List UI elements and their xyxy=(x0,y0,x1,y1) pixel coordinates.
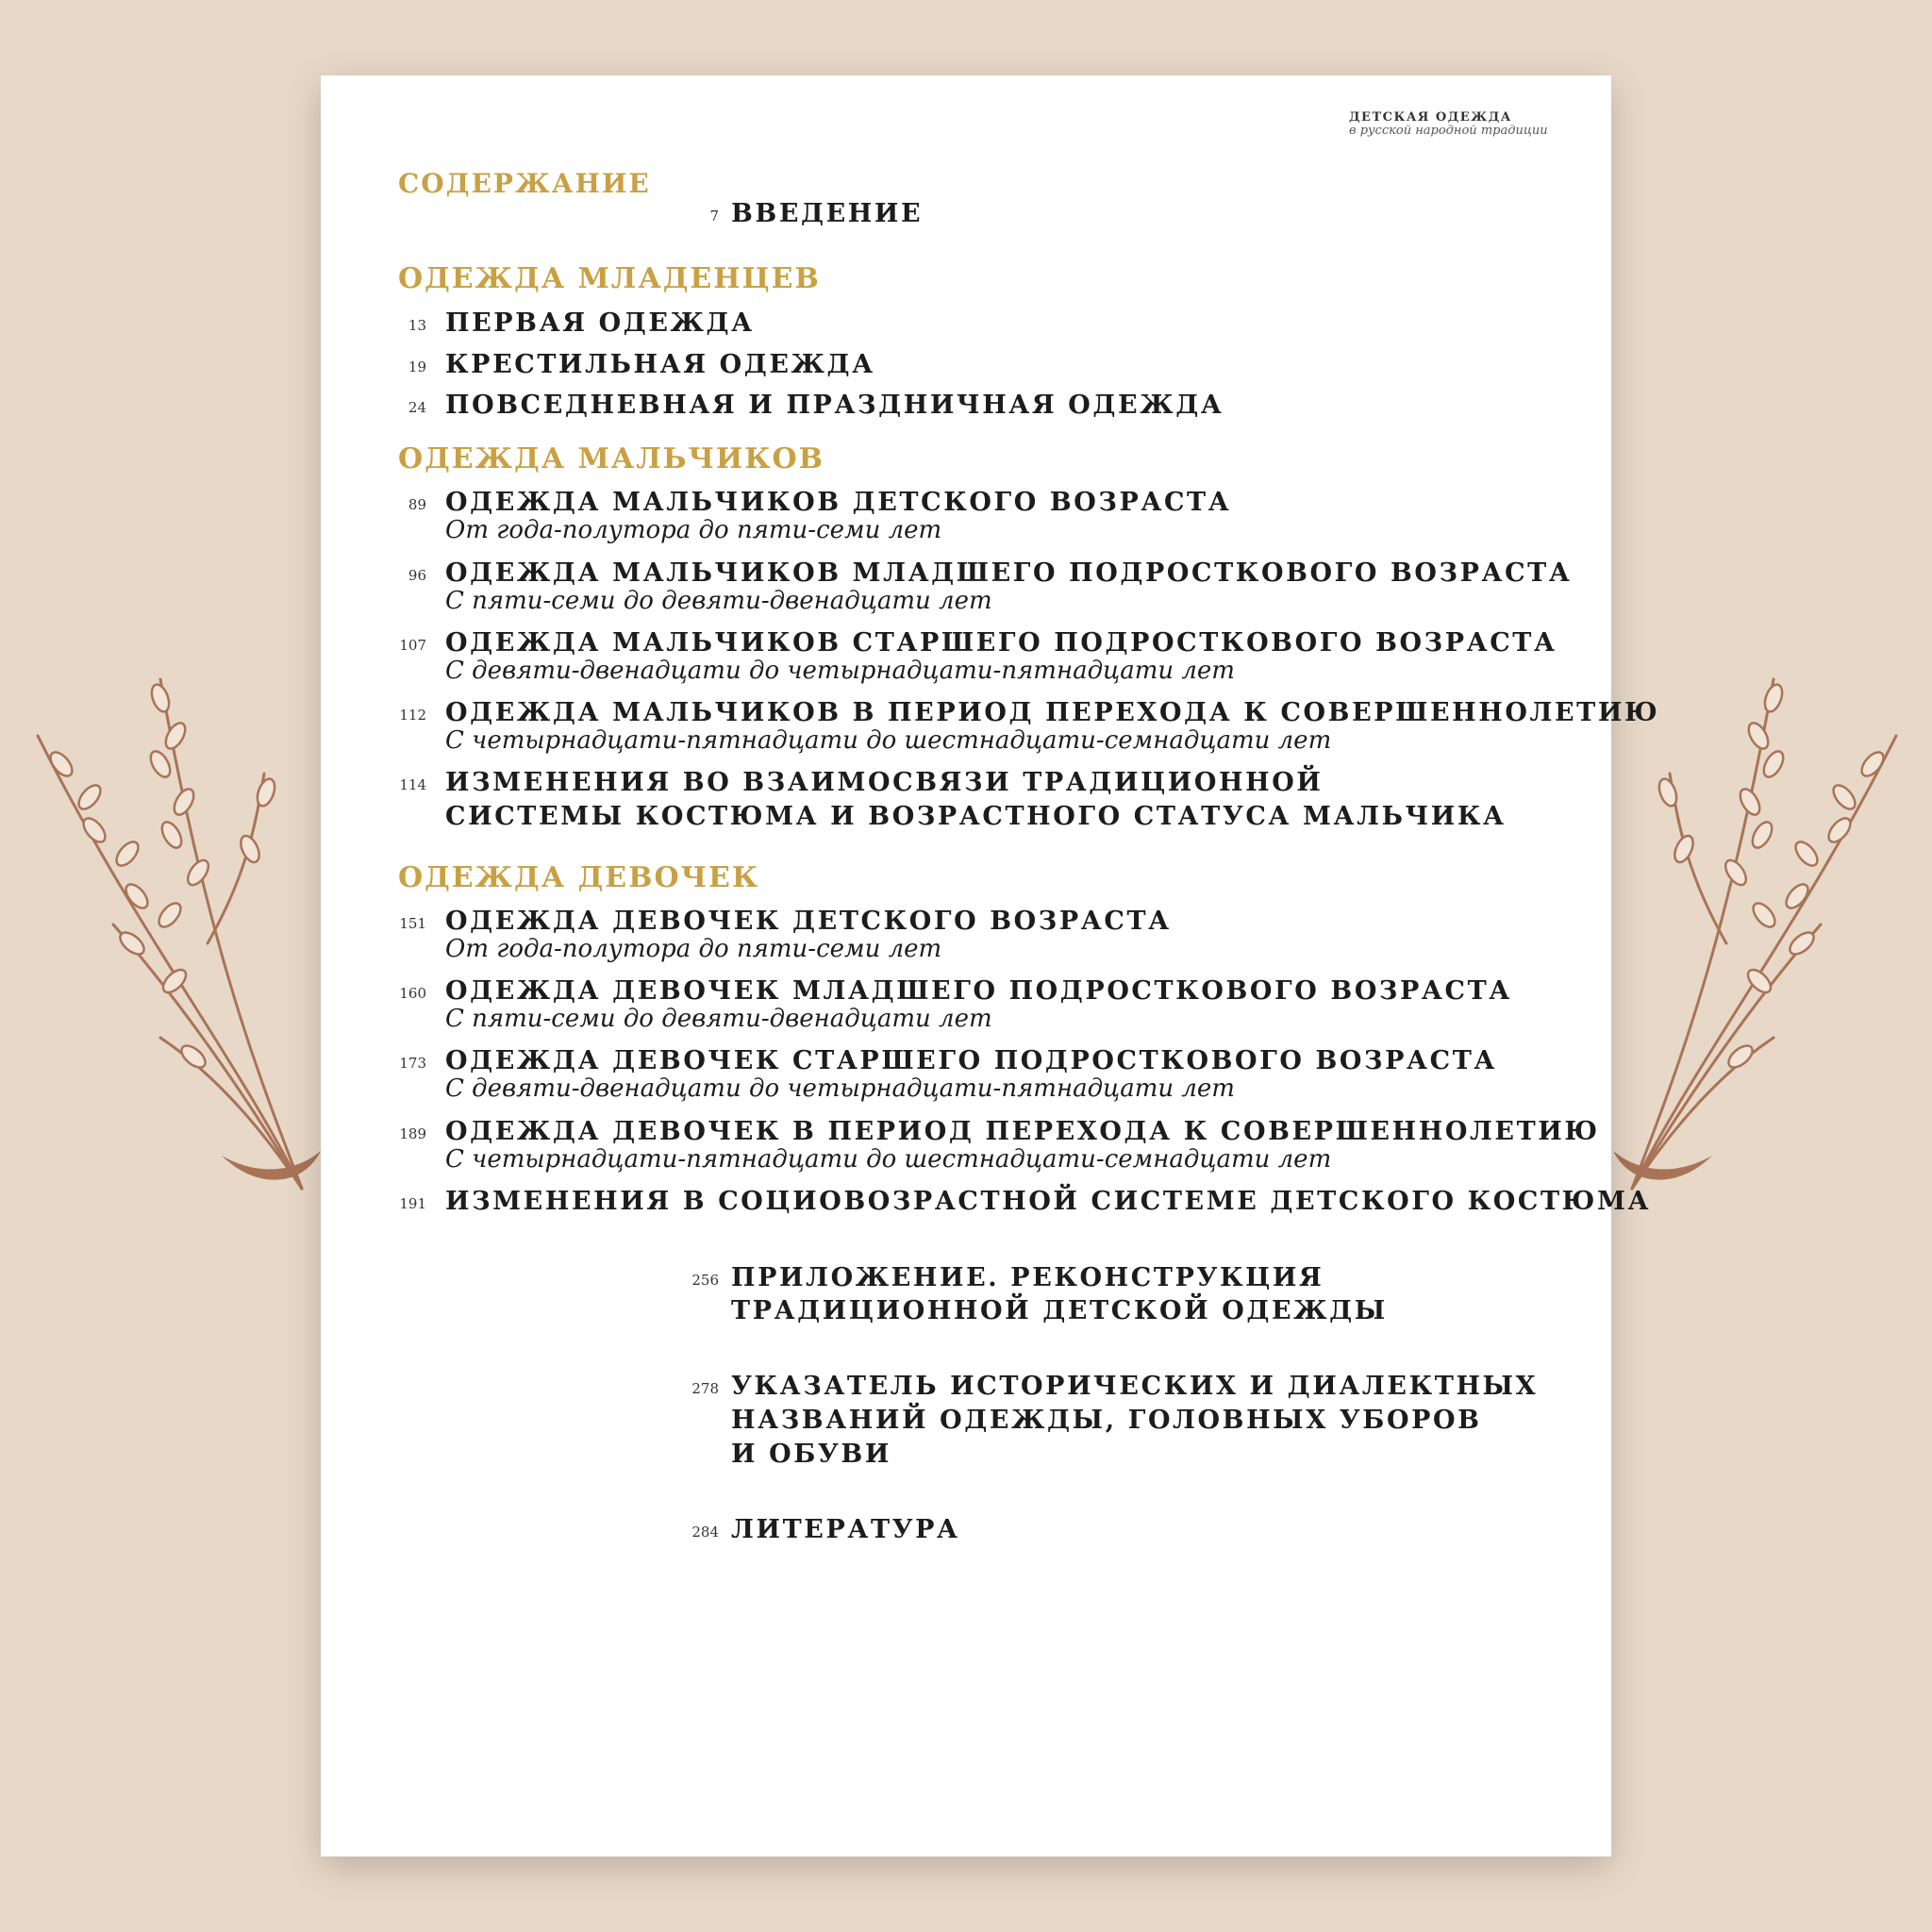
page-number: 89 xyxy=(408,496,426,513)
toc-entry-subtitle: С пяти-семи до девяти-двенадцати лет xyxy=(445,1005,992,1033)
page-number: 151 xyxy=(399,915,426,932)
section-heading-girls: ОДЕЖДА ДЕВОЧЕК xyxy=(398,861,760,894)
toc-entry-title[interactable]: ИЗМЕНЕНИЯ ВО ВЗАИМОСВЯЗИ ТРАДИЦИОННОЙ xyxy=(445,768,1324,797)
toc-entry-title[interactable]: ВВЕДЕНИЕ xyxy=(731,199,924,228)
page-number: 19 xyxy=(408,358,426,375)
toc-entry-title[interactable]: ПЕРВАЯ ОДЕЖДА xyxy=(445,308,755,338)
page-number: 173 xyxy=(399,1055,426,1072)
contents-heading: СОДЕРЖАНИЕ xyxy=(398,168,651,199)
toc-entry-title[interactable]: ТРАДИЦИОННОЙ ДЕТСКОЙ ОДЕЖДЫ xyxy=(731,1296,1388,1325)
page-number: 189 xyxy=(399,1125,426,1142)
toc-page xyxy=(321,75,1660,1857)
toc-entry-title[interactable]: ОДЕЖДА МАЛЬЧИКОВ СТАРШЕГО ПОДРОСТКОВОГО ВОЗРАСТА xyxy=(445,628,1557,658)
toc-entry-title[interactable]: ПОВСЕДНЕВНАЯ И ПРАЗДНИЧНАЯ ОДЕЖДА xyxy=(445,391,1224,420)
toc-entry-title[interactable]: ПРИЛОЖЕНИЕ. РЕКОНСТРУКЦИЯ xyxy=(731,1263,1324,1292)
willow-branch-left-icon xyxy=(19,660,330,1208)
toc-entry-title[interactable]: И ОБУВИ xyxy=(731,1440,891,1469)
section-heading-infants: ОДЕЖДА МЛАДЕНЦЕВ xyxy=(398,262,821,295)
page-number: 112 xyxy=(399,707,426,724)
page-number: 278 xyxy=(691,1380,719,1397)
section-heading-boys: ОДЕЖДА МАЛЬЧИКОВ xyxy=(398,442,825,475)
toc-entry-title[interactable]: ОДЕЖДА ДЕВОЧЕК В ПЕРИОД ПЕРЕХОДА К СОВЕРШЕННОЛЕТИЮ xyxy=(445,1117,1600,1146)
toc-entry-title[interactable]: КРЕСТИЛЬНАЯ ОДЕЖДА xyxy=(445,350,875,379)
page-number: 284 xyxy=(691,1524,719,1541)
toc-entry-subtitle: От года-полутора до пяти-семи лет xyxy=(445,516,942,544)
page-number: 107 xyxy=(399,637,426,654)
page-number: 24 xyxy=(408,399,426,416)
toc-entry-subtitle: От года-полутора до пяти-семи лет xyxy=(445,935,942,963)
page-number: 7 xyxy=(709,208,719,225)
toc-entry-title[interactable]: НАЗВАНИЙ ОДЕЖДЫ, ГОЛОВНЫХ УБОРОВ xyxy=(731,1406,1482,1435)
page-number: 160 xyxy=(399,985,426,1002)
page-number: 256 xyxy=(691,1272,719,1289)
page-number: 114 xyxy=(399,776,426,793)
page-number: 13 xyxy=(408,317,426,334)
toc-entry-subtitle: С четырнадцати-пятнадцати до шестнадцати-семнадцати лет xyxy=(445,1145,1332,1174)
toc-entry-title[interactable]: ОДЕЖДА ДЕВОЧЕК МЛАДШЕГО ПОДРОСТКОВОГО ВОЗРАСТА xyxy=(445,976,1512,1006)
willow-branch-right-icon xyxy=(1604,660,1915,1208)
toc-entry-title[interactable]: ОДЕЖДА МАЛЬЧИКОВ В ПЕРИОД ПЕРЕХОДА К СОВЕРШЕННОЛЕТИЮ xyxy=(445,698,1660,727)
toc-entry-subtitle: С пяти-семи до девяти-двенадцати лет xyxy=(445,587,992,615)
toc-entry-title[interactable]: ЛИТЕРАТУРА xyxy=(731,1515,960,1544)
toc-entry-subtitle: С четырнадцати-пятнадцати до шестнадцати-семнадцати лет xyxy=(445,726,1332,755)
toc-entry-title[interactable]: СИСТЕМЫ КОСТЮМА И ВОЗРАСТНОГО СТАТУСА МАЛЬЧИКА xyxy=(445,802,1507,831)
toc-entry-title[interactable]: ОДЕЖДА МАЛЬЧИКОВ МЛАДШЕГО ПОДРОСТКОВОГО ВОЗРАСТА xyxy=(445,558,1573,588)
toc-entry-title[interactable]: ОДЕЖДА ДЕВОЧЕК ДЕТСКОГО ВОЗРАСТА xyxy=(445,907,1172,936)
running-head-subtitle: в русской народной традиции xyxy=(1349,123,1548,138)
toc-entry-title[interactable]: УКАЗАТЕЛЬ ИСТОРИЧЕСКИХ И ДИАЛЕКТНЫХ xyxy=(731,1372,1539,1401)
toc-entry-title[interactable]: ИЗМЕНЕНИЯ В СОЦИОВОЗРАСТНОЙ СИСТЕМЕ ДЕТСКОГО КОСТЮМА xyxy=(445,1187,1652,1216)
page-number: 96 xyxy=(408,567,426,584)
toc-entry-subtitle: С девяти-двенадцати до четырнадцати-пятнадцати лет xyxy=(445,1074,1235,1103)
running-head-title: ДЕТСКАЯ ОДЕЖДА xyxy=(1349,110,1512,125)
toc-entry-title[interactable]: ОДЕЖДА МАЛЬЧИКОВ ДЕТСКОГО ВОЗРАСТА xyxy=(445,488,1232,517)
running-head xyxy=(1349,111,1548,137)
toc-entry-subtitle: С девяти-двенадцати до четырнадцати-пятнадцати лет xyxy=(445,657,1235,685)
page-number: 191 xyxy=(399,1195,426,1212)
toc-entry-title[interactable]: ОДЕЖДА ДЕВОЧЕК СТАРШЕГО ПОДРОСТКОВОГО ВОЗРАСТА xyxy=(445,1046,1497,1075)
